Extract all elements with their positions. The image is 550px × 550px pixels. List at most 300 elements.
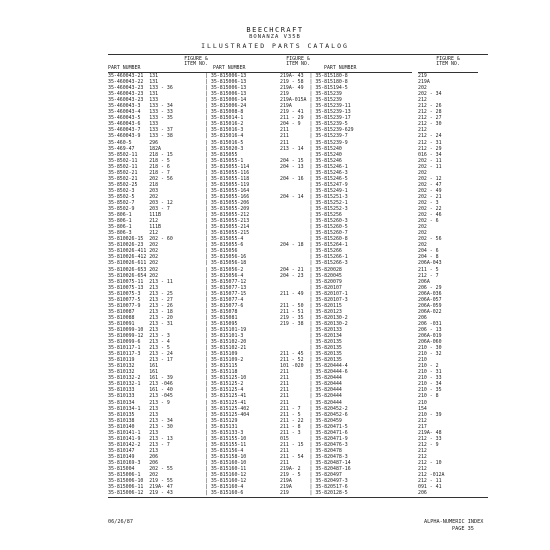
- index-rows: [418, 73, 478, 496]
- index-row: | 35-815158-10: [205, 453, 247, 460]
- index-row: 204 - 16 | 35-815246-5: [280, 175, 348, 182]
- index-row: 35-810140 213 - 30: [108, 423, 173, 430]
- index-row: 219 | 35-815239: [280, 91, 342, 98]
- index-row: 212 - 31: [418, 139, 442, 146]
- index-row: | 35-815016-4: [205, 133, 244, 140]
- index-row: 211 - 29 | 35-815239-17: [280, 115, 351, 122]
- index-row: 212 -012A: [418, 472, 445, 479]
- index-row: 219: [418, 73, 427, 79]
- index-row: 211 - 3 | 35-820471-6: [280, 429, 348, 436]
- footer-index-title: ALPHA-NUMERIC INDEX: [424, 519, 484, 525]
- index-row: 35-8502-25 218: [108, 181, 159, 188]
- index-row: 219 - 41 | 35-815239-13: [280, 109, 351, 116]
- index-row: 35-460043-23 131: [108, 91, 159, 98]
- index-row: 211 | 35-815239-7: [280, 133, 348, 140]
- index-row: 211 | 35-820444: [280, 375, 342, 382]
- index-row: 35-460043-22 131: [108, 79, 159, 86]
- index-row: | 35-815125-41: [205, 399, 247, 406]
- index-row: 091 - 41: [418, 484, 442, 491]
- index-row: | 35-815102-21: [205, 345, 247, 352]
- index-row: | 35-815056-2: [205, 266, 244, 273]
- index-row: 35-810134-1 213: [108, 405, 159, 412]
- index-row: | 35-820133: [280, 326, 342, 333]
- part-number-header: PART NUMBER: [108, 64, 141, 71]
- index-row: 204 - 8: [418, 254, 439, 261]
- index-row: | 35-815016-5: [205, 139, 244, 146]
- index-row: 212: [418, 453, 427, 460]
- index-row: 35-815004 202 - 55: [108, 466, 173, 473]
- index-row: | 35-815081: [205, 314, 238, 321]
- index-row: 206 - 13: [418, 326, 442, 333]
- index-row: | 35-815006-13: [205, 73, 247, 79]
- index-row: | 35-815055-213: [205, 218, 250, 225]
- index-row: 202: [418, 242, 427, 249]
- index-row: 35-810135 213: [108, 411, 159, 418]
- index-row: | 35-815055-206: [205, 199, 250, 206]
- index-row: 212: [418, 97, 427, 104]
- index-row: 35-8502-21 202 - 56: [108, 175, 173, 182]
- index-row: | 35-815006-14: [205, 97, 247, 104]
- index-row: | 35-815055-116: [205, 169, 250, 176]
- index-row: 35-460-5 296: [108, 139, 159, 146]
- index-row: 212 - 29: [418, 145, 442, 152]
- index-row: 35-810119 213 - 17: [108, 357, 173, 364]
- index-row: 202 - 12: [418, 175, 442, 182]
- index-row: 211 - 8 | 35-820471-5: [280, 423, 348, 430]
- index-row: | 35-815056-18: [205, 260, 247, 267]
- index-row: 206 - 29: [418, 284, 442, 291]
- index-row: 202 - 21: [418, 193, 442, 200]
- index-row: | 35-815260-8: [280, 236, 348, 243]
- index-row: 212: [418, 127, 427, 134]
- index-row: 213 - 14 | 35-815240: [280, 145, 342, 152]
- index-row: 35-810141-1 213: [108, 429, 159, 436]
- index-row: 35-815006-10 219 - 55: [108, 478, 173, 485]
- index-row: | 35-815006-13: [205, 91, 247, 98]
- index-row: 35-810026-15 202 - 60: [108, 236, 173, 243]
- index-row: 35-810132-2 161 - 39: [108, 375, 173, 382]
- index-column-4: [418, 57, 478, 496]
- index-row: | 35-815055-114: [205, 163, 250, 170]
- index-row: 211 | 35-820444: [280, 399, 342, 406]
- index-row: 219A- 2 | 35-820487-16: [280, 466, 351, 473]
- index-row: 35-806-1 212: [108, 218, 159, 225]
- index-row: 35-810099-10 213: [108, 326, 159, 333]
- index-row: 35-8502-11 218 - 6: [108, 163, 170, 170]
- index-row: | 35-820134: [280, 333, 342, 340]
- index-row: 206A-036: [418, 290, 442, 297]
- index-row: 219 - 38 | 35-820130-2: [280, 320, 348, 327]
- index-row: 206 -031: [418, 320, 442, 327]
- index-row: 35-460043-7 133 - 37: [108, 127, 173, 134]
- index-row: | 35-815160-12: [205, 478, 247, 485]
- index-row: | 35-815252-1: [280, 199, 348, 206]
- index-row: | 35-815252-3: [280, 206, 348, 213]
- index-row: 212 - 27: [418, 115, 442, 122]
- index-row: 35-810088 213 - 20: [108, 314, 173, 321]
- index-row: 211 - 49 | 35-820107-1: [280, 290, 348, 297]
- index-row: | 35-815055-212: [205, 212, 250, 219]
- index-row: | 35-815256: [280, 212, 342, 219]
- index-row: 35-810169-3 206: [108, 460, 159, 466]
- index-row: 202 - 6: [418, 218, 439, 225]
- index-row: 35-460043-21 131: [108, 73, 159, 79]
- index-row: 211 | 35-820444-6: [280, 369, 348, 376]
- index-row: | 35-815249-1: [280, 187, 348, 194]
- index-row: | 35-815056: [205, 248, 238, 255]
- index-row: 210 - 39: [418, 411, 442, 418]
- index-column-3: [280, 57, 412, 496]
- footer-rule: [108, 497, 488, 498]
- index-row: 204 - 18 | 35-815264-1: [280, 242, 348, 249]
- catalog-title: ILLUSTRATED PARTS CATALOG: [201, 42, 349, 50]
- index-row: 35-806-1 111B: [108, 224, 161, 231]
- index-row: | 35-815055-166: [205, 193, 250, 200]
- index-row: 212 - 9: [418, 441, 439, 448]
- index-row: 206: [418, 314, 427, 321]
- index-row: | 35-815125-10: [205, 375, 247, 382]
- index-row: 202 - 34: [418, 91, 442, 98]
- index-row: 219A- 48: [418, 429, 442, 436]
- index-row: 35-460043-9 133 - 38: [108, 133, 173, 140]
- index-row: 211 - 52 | 35-820135: [280, 357, 342, 364]
- index-row: 202 - 11: [418, 163, 442, 170]
- index-row: 35-810026-411 202: [108, 248, 159, 255]
- index-row: | 35-815125-4: [205, 387, 244, 394]
- index-row: | 35-815160-10: [205, 460, 247, 466]
- index-row: 35-810026-412 202: [108, 254, 159, 261]
- index-row: | 35-815008-8: [205, 109, 244, 116]
- index-row: | 35-815160-6: [205, 490, 244, 497]
- index-row: 210 - 34: [418, 381, 442, 388]
- index-row: 35-469-47 182A: [108, 145, 161, 152]
- index-row: 35-806-1 111B: [108, 212, 161, 219]
- index-row: | 35-815077-6: [205, 302, 244, 309]
- index-row: 35-8502-21 218 - 7: [108, 169, 170, 176]
- index-row: 219A-015A | 35-815239: [280, 97, 342, 104]
- index-row: 219 - 5 | 35-820497: [280, 472, 342, 479]
- index-row: | 35-815055-119: [205, 181, 250, 188]
- index-row: 211 - 51 | 35-820123: [280, 308, 342, 315]
- index-row: 211 - 22 | 35-820459: [280, 417, 342, 424]
- index-row: | 35-815077-13: [205, 284, 247, 291]
- index-row: 211 | 35-820444: [280, 393, 342, 400]
- index-row: | 35-815266: [280, 248, 342, 255]
- index-row: | 35-815155-11: [205, 441, 247, 448]
- index-row: 219A | 35-820517-6: [280, 484, 348, 491]
- index-row: 35-810075-3 213 - 25: [108, 290, 173, 297]
- index-row: | 35-815101-3: [205, 333, 244, 340]
- index-row: 206A-057: [418, 296, 442, 303]
- index-row: 212: [418, 447, 427, 454]
- index-row: 204 - 21 | 35-820028: [280, 266, 342, 273]
- index-row: 212 - 26: [418, 103, 442, 110]
- index-row: 211 | 35-820487-14: [280, 460, 351, 466]
- index-row: 35-810091 213 - 31: [108, 320, 173, 327]
- index-row: | 35-815102-20: [205, 339, 247, 346]
- index-row: | 35-820135: [280, 339, 342, 346]
- index-row: 35-810026-653 202: [108, 266, 159, 273]
- catalog-brand: BEECHCRAFT: [246, 26, 304, 34]
- index-row: 206A-043: [418, 260, 442, 267]
- index-row: 35-810133 213 -045: [108, 393, 173, 400]
- index-row: 35-810075-11 213 - 11: [108, 278, 173, 285]
- index-row: 212 - 30: [418, 121, 442, 128]
- index-row: | 35-815055-118: [205, 175, 250, 182]
- index-row: | 35-815055-4: [205, 236, 244, 243]
- index-row: 202 - 49: [418, 187, 442, 194]
- index-rows: [280, 73, 412, 496]
- index-row: 35-810134 213 - 9: [108, 399, 170, 406]
- index-row: 35-810026-654 202: [108, 272, 159, 279]
- index-row: 35-8502-3 203: [108, 187, 159, 194]
- index-row: 35-810133 161 - 40: [108, 387, 173, 394]
- index-row: 210: [418, 399, 427, 406]
- index-row: 206A-059: [418, 302, 442, 309]
- figure-item-header: FIGURE & ITEM NO.: [184, 56, 208, 68]
- index-row: 219 - 58 | 35-815180-8: [280, 79, 348, 86]
- index-row: | 35-815078: [205, 308, 238, 315]
- index-row: 204 - 6: [418, 248, 439, 255]
- index-row: | 35-815125-41: [205, 393, 247, 400]
- column-header: [280, 57, 412, 73]
- index-row: 210: [418, 357, 427, 364]
- index-row: 35-8502-11 218 - 5: [108, 157, 170, 164]
- index-row: 35-8502-7 203 - 12: [108, 199, 173, 206]
- index-row: | 35-820079: [280, 278, 342, 285]
- index-row: | 35-815125-404: [205, 411, 250, 418]
- index-row: 35-815006-12 219 - 43: [108, 490, 173, 497]
- index-row: 204 - 15 | 35-815246: [280, 157, 342, 164]
- index-row: 35-810099-6 213 - 4: [108, 339, 170, 346]
- index-row: 35-810075-13 213: [108, 284, 159, 291]
- index-row: 016 - 34: [418, 151, 442, 158]
- index-row: | 35-815260-3: [280, 218, 348, 225]
- index-row: 35-810149 206: [108, 453, 159, 460]
- index-row: 35-810132 161: [108, 369, 159, 376]
- index-row: | 35-815006-13: [205, 85, 247, 92]
- index-row: | 35-815109: [205, 351, 238, 358]
- header-rule: [108, 54, 488, 55]
- index-row: 35-810117-3 213 - 24: [108, 351, 173, 358]
- index-row: 35-810132 161: [108, 363, 159, 370]
- index-row: 35-460043-5 133 - 35: [108, 115, 173, 122]
- figure-item-header: FIGURE & ITEM NO.: [436, 56, 460, 68]
- index-row: 211 - 45 | 35-820135: [280, 351, 342, 358]
- index-row: 35-810138 213 - 34: [108, 417, 173, 424]
- index-row: | 35-815246-3: [280, 169, 348, 176]
- index-row: | 35-815160-4: [205, 484, 244, 491]
- index-row: | 35-815129: [205, 417, 238, 424]
- index-row: | 35-815055: [205, 151, 238, 158]
- index-row: | 35-815055-1: [205, 157, 244, 164]
- index-row: 35-810026-611 202: [108, 260, 159, 267]
- index-row: 219A- 49 | 35-815194-5: [280, 85, 348, 92]
- index-row: 204 - 9 | 35-815239-5: [280, 121, 348, 128]
- index-row: 212 - 11: [418, 478, 442, 485]
- catalog-model: BONANZA V35B: [249, 34, 301, 40]
- index-row: | 35-815240: [280, 151, 342, 158]
- index-row: 202: [418, 224, 427, 231]
- index-row: 35-810026-23 202: [108, 242, 159, 249]
- index-row: 206A: [418, 278, 430, 285]
- index-row: | 35-815077-12: [205, 278, 247, 285]
- index-row: 35-810077-9 213 - 26: [108, 302, 173, 309]
- index-row: 202: [418, 230, 427, 237]
- index-row: | 35-815115: [205, 363, 238, 370]
- index-row: | 35-815133-3: [205, 429, 244, 436]
- index-row: | 35-815155-10: [205, 435, 247, 442]
- index-row: 211 | 35-820444: [280, 387, 342, 394]
- index-row: | 35-815260-5: [280, 224, 348, 231]
- index-row: 35-8502-11 218 - 15: [108, 151, 173, 158]
- index-row: 204 - 14 | 35-815251-3: [280, 193, 348, 200]
- index-row: | 35-815056-4: [205, 272, 244, 279]
- index-row: | 35-815095: [205, 320, 238, 327]
- index-row: | 35-820135: [280, 345, 342, 352]
- index-row: 35-815006-1 202: [108, 472, 159, 479]
- index-row: 210 - 31: [418, 369, 442, 376]
- index-row: 35-460043-4 133 - 33: [108, 109, 173, 116]
- index-row: | 35-815101-19: [205, 326, 247, 333]
- index-row: 206A-060: [418, 339, 442, 346]
- index-row: | 35-815056-16: [205, 254, 247, 261]
- index-row: 206: [418, 490, 427, 497]
- index-row: 202: [418, 169, 427, 176]
- index-row: 211 - 54 | 35-820478-3: [280, 453, 348, 460]
- index-row: 202 - 47: [418, 181, 442, 188]
- part-number-header: PART NUMBER: [324, 64, 357, 71]
- index-row: 35-810147 213: [108, 447, 159, 454]
- index-row: | 35-815109-2: [205, 357, 244, 364]
- index-row: 219A | 35-820497-3: [280, 478, 348, 485]
- index-row: | 35-815055-209: [205, 206, 250, 213]
- index-row: | 35-815055-214: [205, 224, 250, 231]
- index-row: 212 - 28: [418, 109, 442, 116]
- index-row: 211 - 50 | 35-820115: [280, 302, 342, 309]
- index-row: 211 | 35-820444: [280, 381, 342, 388]
- index-row: 204 - 23 | 35-820045: [280, 272, 342, 279]
- index-row: | 35-815077-4: [205, 296, 244, 303]
- index-row: 35-460043-23 133: [108, 97, 159, 104]
- index-row: 212 - 24: [418, 133, 442, 140]
- index-row: | 35-815125-402: [205, 405, 250, 412]
- index-row: 35-810087 213 - 18: [108, 308, 173, 315]
- index-row: 35-810141-9 213 - 13: [108, 435, 173, 442]
- index-row: | 35-815077-15: [205, 290, 247, 297]
- index-row: 210 - 32: [418, 351, 442, 358]
- index-row: 219 - 35 | 35-820130-2: [280, 314, 348, 321]
- part-number-header: PART NUMBER: [213, 64, 246, 71]
- index-row: | 35-815247-9: [280, 181, 348, 188]
- index-row: 206A-019: [418, 333, 442, 340]
- index-row: | 35-815125-2: [205, 381, 244, 388]
- index-row: 219A- 43 | 35-815180-8: [280, 73, 348, 79]
- index-row: | 35-815160-12: [205, 472, 247, 479]
- index-row: 211 - 15 | 35-820476-3: [280, 441, 348, 448]
- index-row: 35-810142-2 213 - 7: [108, 441, 170, 448]
- column-header: [418, 57, 478, 73]
- index-row: 202 - 3: [418, 199, 439, 206]
- footer-date: 06/26/87: [108, 519, 133, 525]
- index-row: 35-8502-9 203 - 7: [108, 206, 170, 213]
- index-row: 211 - 7 | 35-820452-2: [280, 405, 348, 412]
- index-row: | 35-815266-1: [280, 254, 348, 261]
- index-row: 202: [418, 85, 427, 92]
- index-row: 210 - 35: [418, 387, 442, 394]
- index-row: 204 - 13 | 35-815246-1: [280, 163, 348, 170]
- index-row: 202 - 56: [418, 236, 442, 243]
- index-row: 212 - 10: [418, 460, 442, 466]
- index-row: 212: [418, 417, 427, 424]
- index-row: | 35-815016-2: [205, 121, 244, 128]
- index-row: | 35-820107: [280, 284, 342, 291]
- index-row: 154: [418, 405, 427, 412]
- index-row: 35-460043-6 133: [108, 121, 159, 128]
- index-row: | 35-815055-6: [205, 242, 244, 249]
- index-row: | 35-815266-3: [280, 260, 348, 267]
- index-row: | 35-815006-24: [205, 103, 247, 110]
- index-row: | 35-815131: [205, 423, 238, 430]
- index-row: 35-806-3 212: [108, 230, 159, 237]
- index-row: | 35-815160-11: [205, 466, 247, 473]
- index-row: 210 - 2: [418, 363, 439, 370]
- index-row: 219A: [418, 79, 430, 86]
- index-row: | 35-815014-1: [205, 115, 244, 122]
- index-row: 35-460043-23 133 - 36: [108, 85, 173, 92]
- index-row: 211 | 35-815239-629: [280, 127, 354, 134]
- index-row: 206A-022: [418, 308, 442, 315]
- index-row: | 35-815055-164: [205, 187, 250, 194]
- index-row: 211 - 5 | 35-820452-6: [280, 411, 348, 418]
- index-row: 212 - 33: [418, 435, 442, 442]
- index-row: | 35-815055-215: [205, 230, 250, 237]
- index-row: 35-8502-5 202: [108, 193, 159, 200]
- index-row: | 35-820107-3: [280, 296, 348, 303]
- index-row: 211 | 35-820478: [280, 447, 342, 454]
- index-row: 101 -020 | 35-820444-4: [280, 363, 348, 370]
- index-row: 35-810077-5 213 - 27: [108, 296, 173, 303]
- index-row: 211 | 35-815239-9: [280, 139, 348, 146]
- index-row: | 35-815260-7: [280, 230, 348, 237]
- index-row: 202 - 11: [418, 157, 442, 164]
- index-row: 015 | 35-820471-9: [280, 435, 348, 442]
- index-row: 219 | 35-820128-5: [280, 490, 348, 497]
- index-row: | 35-815016-3: [205, 127, 244, 134]
- index-row: | 35-815020-3: [205, 145, 244, 152]
- index-row: | 35-815156-4: [205, 447, 244, 454]
- index-row: | 35-815118: [205, 369, 238, 376]
- index-row: | 35-815006-13: [205, 79, 247, 86]
- footer-page-number: PAGE 35: [452, 526, 474, 532]
- index-row: 202 - 46: [418, 212, 442, 219]
- index-row: 35-810117-1 213 - 5: [108, 345, 170, 352]
- index-row: 35-810099-12 213 - 3: [108, 333, 170, 340]
- index-row: 217: [418, 423, 427, 430]
- index-row: 202 - 22: [418, 206, 442, 213]
- index-row: 210 - 8: [418, 393, 439, 400]
- index-row: 212 - 7: [418, 272, 439, 279]
- index-row: 35-810132-1 213 -046: [108, 381, 173, 388]
- index-row: 210 - 33: [418, 375, 442, 382]
- index-row: 35-815006-11 219A- 47: [108, 484, 173, 491]
- index-row: 35-460043-3 133 - 34: [108, 103, 173, 110]
- index-row: 212: [418, 466, 427, 473]
- figure-item-header: FIGURE & ITEM NO.: [286, 56, 310, 68]
- index-row: 219A | 35-815239-11: [280, 103, 351, 110]
- index-row: 210 - 30: [418, 345, 442, 352]
- index-row: 211 - 5: [418, 266, 439, 273]
